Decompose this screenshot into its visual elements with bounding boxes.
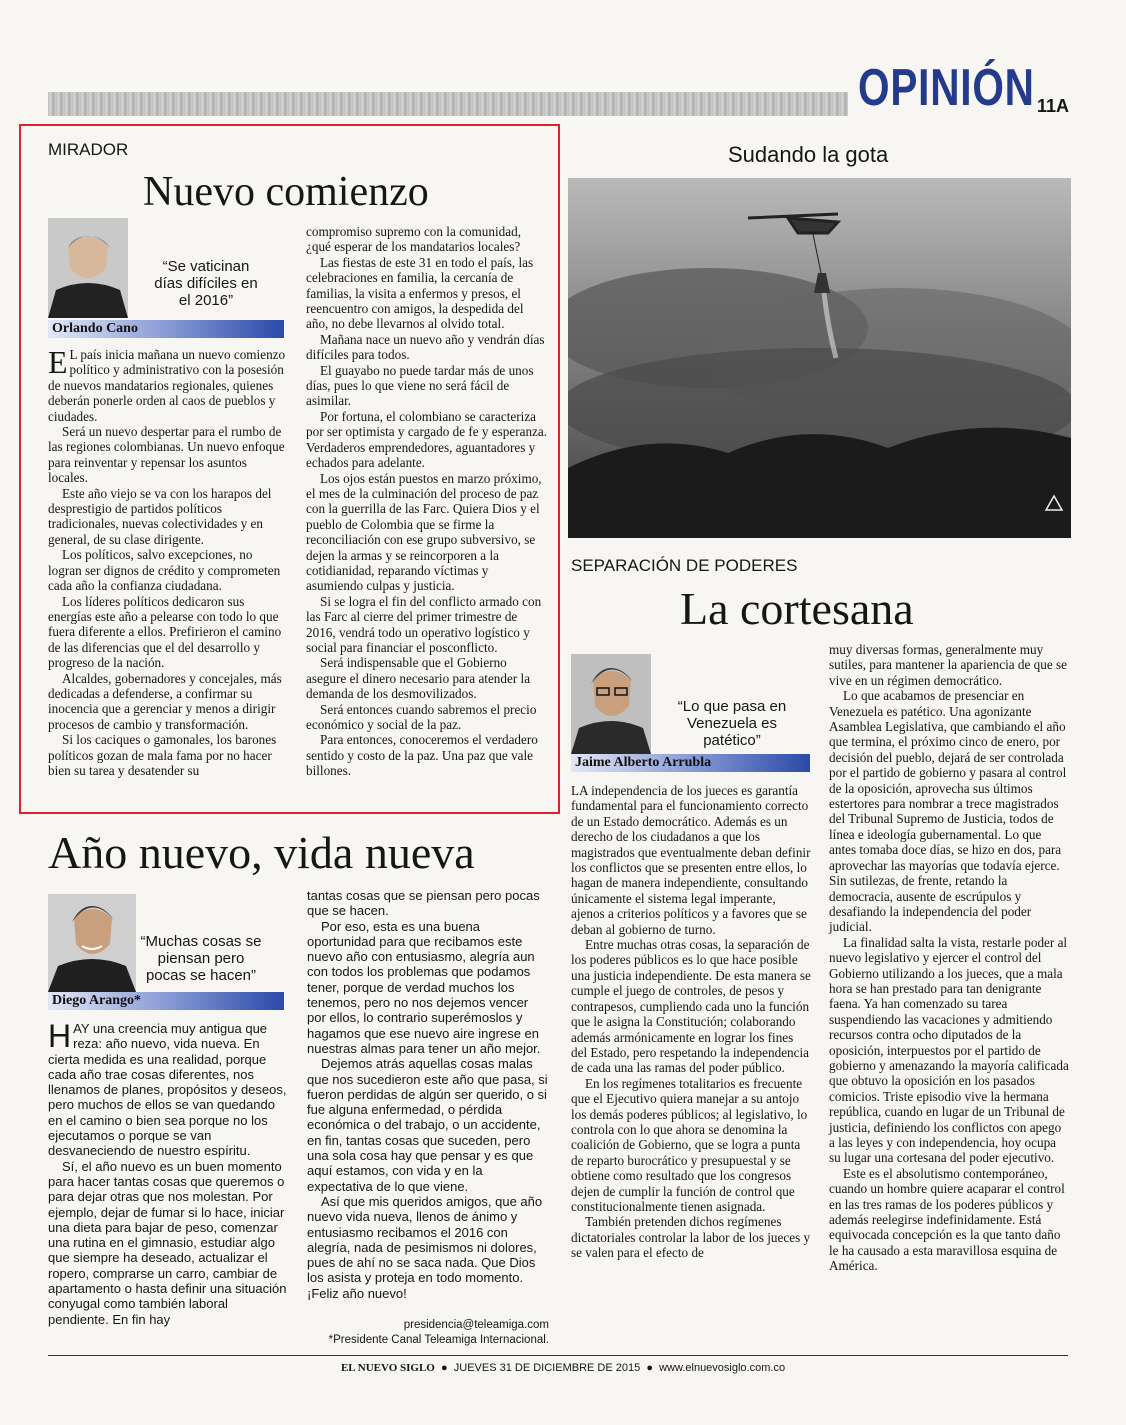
paragraph: Los líderes políticos dedicaron sus energías este año a pelearse con todo lo que fuera diferente a ellos. Prefirieron el camino de las diferencias que el del desarrollo y progreso de la nación. (48, 593, 282, 671)
author-photo-arango (48, 894, 136, 992)
footer-url[interactable]: www.elnuevosiglo.com.co (659, 1362, 786, 1374)
ano-nuevo-headline: Año nuevo, vida nueva (48, 827, 475, 878)
author-bar-cano (48, 320, 284, 338)
paragraph: Este año viejo se va con los harapos del desprestigio de partidos políticos tradicionales, nuevas colectividades y en general, de su clase dirigente. (48, 485, 272, 547)
author-bar-arango (48, 992, 284, 1010)
paragraph: Será entonces cuando sabremos el precio económico y social de la paz. (306, 701, 537, 732)
paragraph: Lo que acabamos de presenciar en Venezuela es patético. Una agonizante Asamblea Legislativa, que cambiando el año que termina, el próximo cinco de enero, por decisión del pueblo, dejará de ser controlada por el partido de gobierno y pasara al control de la oposición, aprovecha sus últimos estertores para nombrar a trece magistrados del Tribunal Supremo de Justicia, todos de línea e ideología gubernamental. Lo que antes tomaba doce días, se hizo en dos, para aprovechar las mayorías que todavía ejerce. Sin sutilezas, de frente, retando la democracia, ausente de escrúpulos y desafiando la independencia del poder judicial. (829, 688, 1067, 935)
author-name: Jaime Alberto Arrubla (575, 755, 712, 770)
contact-email[interactable]: presidencia@teleamiga.com (403, 1319, 549, 1331)
paragraph: Será indispensable que el Gobierno asegure el dinero necesario para atender la demanda de los desmovilizados. (306, 655, 531, 702)
ano-nuevo-column-1 (48, 1018, 290, 1327)
paragraph: L país inicia mañana un nuevo comienzo político y administrativo con la posesión de nuevos mandatarios regionales, quienes deberán ponerle orden al caos de pueblos y ciudades. (48, 347, 286, 424)
paragraph: La finalidad salta la vista, restarle poder al nuevo legislativo y ejercer el control del Gobierno utilizando a los jueces, que a mala hora se han prestado para tan denigrante faena. Ya han comenzado su tarea suspendiendo las vacaciones y admitiendo recursos contra ocho diputados de la oposición, interpuestos por el partido de gobierno y amenazando la mayoría calificada que obtuvo la oposición en los pasados comicios. Triste episodio vive la hermana república, cuando en lugar de un Tribunal de justicia, definiendo los conflictos con apego a las leyes y con independencia, hoy ocupa su lugar una cortesana del poder ejecutivo. (829, 934, 1069, 1166)
paragraph: Las fiestas de este 31 en todo el país, las celebraciones en familia, la cercanía de familias, la visita a enfermos y presos, el reencuentro con amigos, la despedida del año, no debe llevarnos al olvido total. (306, 254, 534, 332)
cortesana-column-1 (571, 783, 811, 1261)
ano-nuevo-column-2 (307, 888, 549, 1301)
paragraph: Si los caciques o gamonales, los barones políticos gozan de mala fama por no hacer bien su tarea y desatender su (48, 732, 277, 778)
cortesana-label: SEPARACIÓN DE PODERES (571, 556, 798, 575)
paragraph: En los regímenes totalitarios es frecuente que el Ejecutivo quiera manejar a su antojo los demás poderes públicos; al legislativo, lo controla con lo que ahora se denomina la coalición de Gobierno, que se logra a punta de reparto burocrático y presupuestal y se obtiene como resultado que los congresos dejen de cumplir la función de control que constitucionalmente tienen asignada. (571, 1075, 808, 1214)
paragraph: El guayabo no puede tardar más de unos días, pues lo que viene no será fácil de asimilar. (306, 362, 534, 409)
footer (0, 1362, 1126, 1374)
paragraph: Si se logra el fin del conflicto armado con las Farc al cierre del primer trimestre de 2016, vendrá todo un operativo logístico y social para financiar el posconflicto. (306, 593, 542, 655)
paragraph: Así que mis queridos amigos, que año nuevo vida nueva, llenos de ánimo y entusiasmo recibamos el 2016 con alegría, nada de pesimismos ni dolores, pues de ahí no se saca nada. Que Dios los asista y proteja en todo momento. ¡Feliz año nuevo! (307, 1193, 543, 1301)
section-title: OPINIÓN (858, 59, 1035, 117)
cortesana-headline: La cortesana (680, 583, 914, 634)
photo-caption-title: Sudando la gota (728, 142, 889, 167)
cortesana-column-2 (829, 642, 1069, 1274)
paragraph: Será un nuevo despertar para el rumbo de las regiones colombianas. Un nuevo enfoque para reinventar y repensar los asuntos locales. (48, 424, 285, 486)
paragraph: Los ojos están puestos en marzo próximo, el mes de la culminación del proceso de paz con la guerrilla de las Farc. Quiera Dios y el pueblo de Colombia que se firme la reconciliación con ese grupo subversivo, se dejen la armas y se reincorporen a la cotidianidad, reparando víctimas y asumiendo culpas y justicia. (306, 470, 542, 594)
footer-paper-name: EL NUEVO SIGLO (340, 1362, 435, 1374)
mirador-column-1 (48, 344, 286, 778)
mirador-label: MIRADOR (48, 140, 129, 159)
author-photo-arrubla (571, 654, 651, 754)
paragraph: Sí, el año nuevo es un buen momento para hacer tantas cosas que queremos o para dejar otras que nos molestan. Por ejemplo, dejar de fumar si lo hace, iniciar una dieta para bajar de peso, comenzar una rutina en el gimnasio, estudiar algo que siempre ha deseado, actualizar el ropero, comprarse un carro, cambiar de apartamento o hasta definir una situación conyugal como también laboral pendiente. En fin hay (48, 1158, 287, 1327)
paragraph: Por fortuna, el colombiano se caracteriza por ser optimista y cargado de fe y esperanza. Verdaderos emprendedores, aguantadores y echados para adelante. (306, 408, 548, 471)
paragraph: Alcaldes, gobernadores y concejales, más dedicadas a defenderse, a confirmar su inocencia que a gerenciar y menos a dirigir procesos de cambio y transformación. (48, 670, 282, 732)
header-rule (48, 92, 848, 116)
paragraph: Entre muchas otras cosas, la separación de los poderes públicos es lo que hace posible una justicia independiente. De esta manera se cumple el juego de controles, de pesos y contrapesos, cumpliendo cada uno la función que le asigna la Constitución; colaborando además armónicamente en lograr los fines del Estado, pero respetando la independencia de cada una las ramas del poder público. (571, 937, 811, 1076)
paragraph: compromiso supremo con la comunidad, ¿qué esperar de los mandatarios locales? (306, 224, 521, 255)
cortesana-quote: “Lo que pasa en Venezuela es patético” (677, 698, 787, 749)
dropcap: E (48, 344, 68, 380)
footer-rule (48, 1355, 1068, 1356)
paragraph: Este es el absolutismo contemporáneo, cuando un hombre quiere acaparar el control en las tres ramas de los poderes públicos y además reelegirse indefinidamente. Está equivocada concepción es la que tanto daño le ha causado a esta maravillosa esquina de América. (829, 1165, 1065, 1274)
author-credit: *Presidente Canal Teleamiga Internacional. (328, 1334, 549, 1346)
paragraph: muy diversas formas, generalmente muy sutiles, para mantener la apariencia de que se vive en un régimen democrático. (829, 642, 1067, 688)
mirador-column-2 (306, 224, 548, 779)
paragraph: Para entonces, conoceremos el verdadero sentido y costo de la paz. Una paz que vale billones. (306, 732, 538, 779)
ano-nuevo-signature (307, 1318, 549, 1348)
author-bar-arrubla (571, 754, 810, 772)
paragraph: LA independencia de los jueces es garantía fundamental para el funcionamiento correcto de un Estado democrático. Además es un derecho de los ciudadanos a que los magistrados que eventualmente deban definir los conflictos que se presenten entre ellos, lo hagan de manera independiente, consultando únicamente el sistema legal imperante, ajenos a criterios políticos y a favores que se deban al gobierno de turno. (571, 783, 811, 937)
mirador-headline: Nuevo comienzo (143, 169, 429, 215)
paragraph: También pretenden dichos regímenes dictatoriales controlar la labor de los jueces y se valen para el efecto de (571, 1214, 811, 1261)
paragraph: Por eso, esta es una buena oportunidad para que recibamos este nuevo año con entusiasmo, alegría aun con todos los problemas que podamos tener, porque de verdad muchos los tenemos, pero no nos dejemos vencer por ellos, lo contrario superémoslos y hagamos que ese nuevo aire ingrese en nuestras almas para tener un año mejor. (307, 918, 541, 1056)
paragraph: Los políticos, salvo excepciones, no logran ser dignos de crédito y comprometen cada año la confianza ciudadana. (48, 547, 281, 594)
paragraph: tantas cosas que se piensan pero pocas que se hacen. (307, 888, 540, 919)
bullet-icon: ● (437, 1362, 451, 1374)
ano-nuevo-quote: “Muchas cosas se piensan pero pocas se hacen” (140, 933, 262, 984)
bullet-icon: ● (643, 1362, 657, 1374)
author-name: Orlando Cano (52, 321, 138, 336)
paragraph: AY una creencia muy antigua que reza: año nuevo, vida nueva. En cierta medida es una realidad, porque cada año trae cosas diferentes, nos llenamos de planes, propósitos y deseos, pero muchos de ellos se van quedando en el camino o bien sea porque no los ejecutamos o porque se van desvaneciendo de nuestro espíritu. (48, 1021, 287, 1159)
paragraph: Dejemos atrás aquellas cosas malas que nos sucedieron este año que pasa, si fueron perdidas de algún ser querido, o si fue alguna enfermedad, o pérdida económica o del trabajo, o un accidente, en fin, tantas cosas que suceden, pero una sola cosa hay que pensar y es que aquí estamos, con vida y en la expectativa de lo que viene. (307, 1056, 548, 1194)
mirador-quote: “Se vaticinan días difíciles en el 2016” (154, 258, 258, 309)
author-photo-cano (48, 218, 128, 318)
page-number: 11A (1037, 96, 1070, 116)
footer-date: JUEVES 31 DE DICIEMBRE DE 2015 (453, 1362, 641, 1374)
dropcap: H (48, 1018, 72, 1054)
author-name: Diego Arango* (52, 993, 142, 1008)
paragraph: Mañana nace un nuevo año y vendrán días difíciles para todos. (306, 331, 545, 363)
wildfire-photo (568, 178, 1071, 538)
